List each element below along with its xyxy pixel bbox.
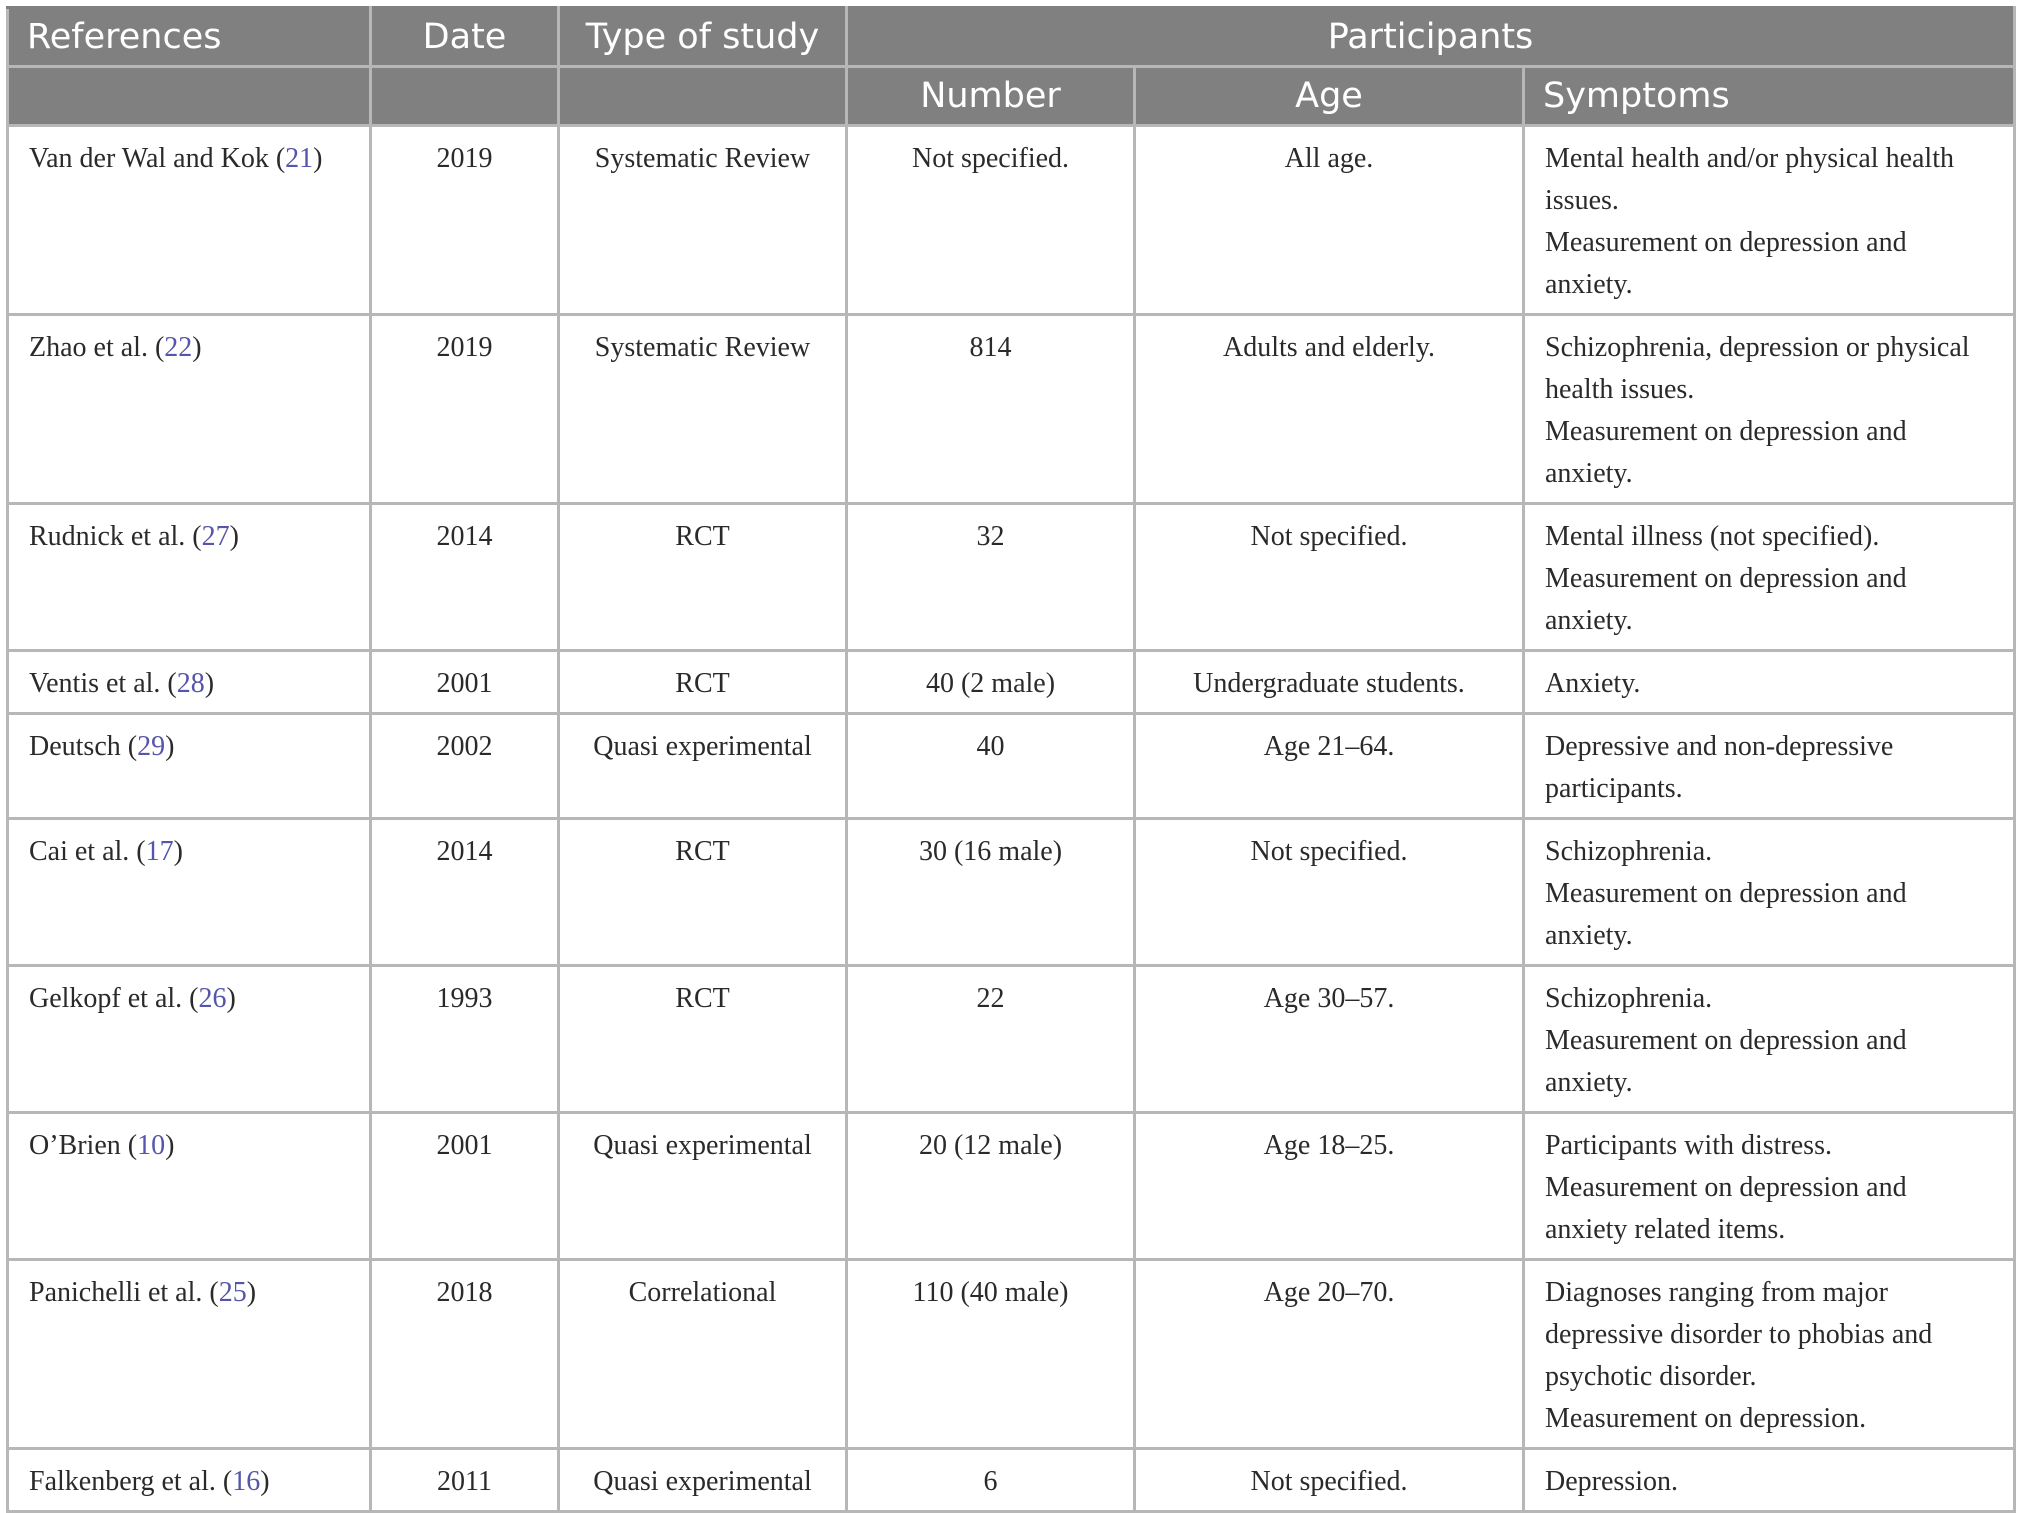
reference-author: Cai et al. [29, 836, 130, 867]
reference-number-link[interactable]: 17 [145, 836, 174, 867]
reference-paren-open: ( [202, 1277, 219, 1308]
symptom-line: Schizophrenia. [1545, 836, 1713, 867]
cell-date: 1993 [371, 966, 559, 1113]
cell-type-of-study: Systematic Review [559, 315, 847, 504]
cell-symptoms [1524, 1449, 2015, 1512]
reference-paren-open: ( [182, 983, 199, 1014]
cell-symptoms [1524, 966, 2015, 1113]
cell-number: 20 (12 male) [847, 1113, 1135, 1260]
reference-paren-open: ( [160, 668, 177, 699]
reference-paren-close: ) [192, 332, 202, 363]
cell-number: 22 [847, 966, 1135, 1113]
cell-symptoms [1524, 714, 2015, 819]
header-type-of-study: Type of study [559, 8, 847, 67]
reference-author: Falkenberg et al. [29, 1466, 216, 1497]
cell-date: 2011 [371, 1449, 559, 1512]
symptom-line: Anxiety. [1545, 668, 1641, 699]
header-number: Number [847, 67, 1135, 126]
cell-symptoms [1524, 819, 2015, 966]
cell-number: 814 [847, 315, 1135, 504]
symptom-line: Schizophrenia, depression or physical health issues. [1545, 332, 1970, 405]
table-row [8, 504, 2015, 651]
symptom-line: Depression. [1545, 1466, 1678, 1497]
reference-number-link[interactable]: 26 [198, 983, 227, 1014]
reference-author: Rudnick et al. [29, 521, 186, 552]
reference-number-link[interactable]: 21 [285, 143, 314, 174]
symptom-line: Depressive and non-depressive participants. [1545, 731, 1894, 804]
symptom-line: Measurement on depression and anxiety. [1545, 563, 1907, 636]
cell-date: 2014 [371, 504, 559, 651]
reference-number-link[interactable]: 27 [201, 521, 230, 552]
reference-number-link[interactable]: 28 [176, 668, 205, 699]
reference-paren-close: ) [229, 521, 239, 552]
reference-number-link[interactable]: 22 [164, 332, 193, 363]
cell-reference [8, 819, 371, 966]
reference-number-link[interactable]: 29 [137, 731, 166, 762]
symptom-line: Measurement on depression and anxiety related items. [1545, 1172, 1907, 1245]
symptom-line: Measurement on depression and anxiety. [1545, 416, 1907, 489]
reference-paren-close: ) [226, 983, 236, 1014]
cell-symptoms [1524, 651, 2015, 714]
cell-age: Not specified. [1135, 504, 1524, 651]
symptom-line: Measurement on depression and anxiety. [1545, 1025, 1907, 1098]
table-row [8, 714, 2015, 819]
cell-number: 40 [847, 714, 1135, 819]
symptom-line: Measurement on depression and anxiety. [1545, 227, 1907, 300]
symptom-line: Mental health and/or physical health issues. [1545, 143, 1954, 216]
studies-table [6, 6, 2016, 1513]
cell-reference [8, 126, 371, 315]
header-row-top [8, 8, 2015, 67]
reference-paren-close: ) [165, 1130, 175, 1161]
cell-symptoms [1524, 1113, 2015, 1260]
cell-reference [8, 1260, 371, 1449]
table-row [8, 126, 2015, 315]
cell-type-of-study: Quasi experimental [559, 714, 847, 819]
cell-reference [8, 1113, 371, 1260]
reference-author: Zhao et al. [29, 332, 148, 363]
cell-age: Age 30–57. [1135, 966, 1524, 1113]
reference-paren-open: ( [147, 332, 165, 363]
cell-date: 2018 [371, 1260, 559, 1449]
reference-number-link[interactable]: 10 [137, 1130, 166, 1161]
reference-paren-open: ( [129, 836, 146, 867]
cell-number: 32 [847, 504, 1135, 651]
cell-date: 2001 [371, 651, 559, 714]
reference-paren-close: ) [165, 731, 175, 762]
reference-paren-open: ( [215, 1466, 233, 1497]
reference-paren-open: ( [120, 731, 138, 762]
symptom-line: Measurement on depression and anxiety. [1545, 878, 1907, 951]
cell-date: 2019 [371, 315, 559, 504]
header-blank-references [8, 67, 371, 126]
cell-age: Not specified. [1135, 819, 1524, 966]
table-row [8, 315, 2015, 504]
cell-type-of-study: Correlational [559, 1260, 847, 1449]
header-blank-date [371, 67, 559, 126]
cell-type-of-study: RCT [559, 651, 847, 714]
cell-age: All age. [1135, 126, 1524, 315]
table-row [8, 1260, 2015, 1449]
reference-paren-close: ) [246, 1277, 257, 1308]
table-row [8, 1113, 2015, 1260]
cell-number: 6 [847, 1449, 1135, 1512]
header-symptoms: Symptoms [1524, 67, 2015, 126]
cell-reference [8, 504, 371, 651]
reference-author: Deutsch [29, 731, 121, 762]
table-row [8, 966, 2015, 1113]
cell-age: Age 18–25. [1135, 1113, 1524, 1260]
reference-paren-open: ( [185, 521, 202, 552]
symptom-line: Participants with distress. [1545, 1130, 1832, 1161]
cell-number: 110 (40 male) [847, 1260, 1135, 1449]
header-date: Date [371, 8, 559, 67]
header-age: Age [1135, 67, 1524, 126]
cell-reference [8, 315, 371, 504]
cell-age: Not specified. [1135, 1449, 1524, 1512]
reference-author: O’Brien [29, 1130, 121, 1161]
cell-number: 30 (16 male) [847, 819, 1135, 966]
reference-paren-close: ) [313, 143, 323, 174]
cell-type-of-study: Quasi experimental [559, 1113, 847, 1260]
header-row-sub [8, 67, 2015, 126]
symptom-line: Diagnoses ranging from major depressive disorder to phobias and psychotic disorder. [1545, 1277, 1933, 1392]
header-participants: Participants [847, 8, 2015, 67]
table-row [8, 1449, 2015, 1512]
cell-type-of-study: Quasi experimental [559, 1449, 847, 1512]
cell-type-of-study: Systematic Review [559, 126, 847, 315]
table-header [8, 8, 2015, 126]
reference-number-link[interactable]: 16 [232, 1466, 261, 1497]
reference-paren-open: ( [120, 1130, 138, 1161]
table-row [8, 819, 2015, 966]
reference-paren-close: ) [260, 1466, 270, 1497]
cell-age: Age 21–64. [1135, 714, 1524, 819]
cell-number: 40 (2 male) [847, 651, 1135, 714]
cell-reference [8, 714, 371, 819]
cell-reference [8, 1449, 371, 1512]
reference-author: Panichelli et al. [29, 1277, 203, 1308]
cell-age: Age 20–70. [1135, 1260, 1524, 1449]
cell-type-of-study: RCT [559, 966, 847, 1113]
header-blank-type [559, 67, 847, 126]
table-row [8, 651, 2015, 714]
cell-date: 2014 [371, 819, 559, 966]
reference-paren-close: ) [204, 668, 215, 699]
reference-number-link[interactable]: 25 [218, 1277, 247, 1308]
cell-date: 2002 [371, 714, 559, 819]
cell-date: 2001 [371, 1113, 559, 1260]
symptom-line: Measurement on depression. [1545, 1403, 1867, 1434]
cell-symptoms [1524, 126, 2015, 315]
reference-paren-close: ) [173, 836, 183, 867]
reference-author: Gelkopf et al. [29, 983, 183, 1014]
cell-symptoms [1524, 504, 2015, 651]
symptom-line: Mental illness (not specified). [1545, 521, 1880, 552]
cell-age: Undergraduate students. [1135, 651, 1524, 714]
cell-symptoms [1524, 1260, 2015, 1449]
cell-number: Not specified. [847, 126, 1135, 315]
cell-type-of-study: RCT [559, 504, 847, 651]
table-body [8, 126, 2015, 1512]
cell-symptoms [1524, 315, 2015, 504]
reference-author: Van der Wal and Kok [29, 143, 269, 174]
cell-reference [8, 651, 371, 714]
symptom-line: Schizophrenia. [1545, 983, 1713, 1014]
cell-reference [8, 966, 371, 1113]
cell-age: Adults and elderly. [1135, 315, 1524, 504]
cell-date: 2019 [371, 126, 559, 315]
header-references: References [8, 8, 371, 67]
cell-type-of-study: RCT [559, 819, 847, 966]
reference-paren-open: ( [268, 143, 286, 174]
reference-author: Ventis et al. [29, 668, 161, 699]
